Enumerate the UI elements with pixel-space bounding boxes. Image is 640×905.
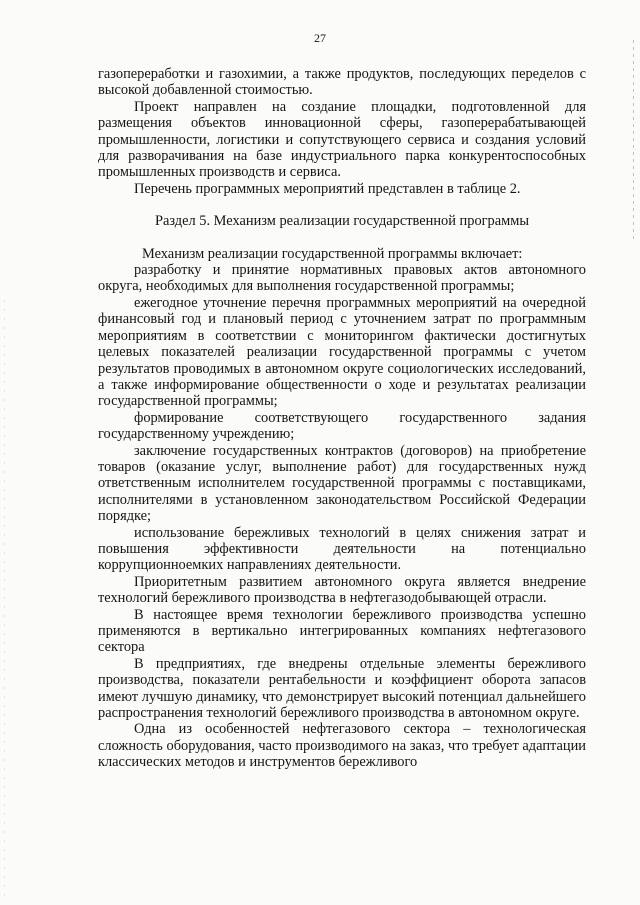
spacer: [98, 197, 586, 213]
paragraph: В предприятиях, где внедрены отдельные элементы бережливого производства, показатели рентабельности и коэффициент оборота запасов имеют лучшую динамику, что демонстрирует высокий потенциал дальнейшего распространения технологий бережливого производства в автономном округе.: [98, 655, 586, 722]
document-body: [98, 66, 586, 771]
paragraph: Одна из особенностей нефтегазового сектора – технологическая сложность оборудования, часто производимого на заказ, что требует адаптации классических методов и инструментов бережливого: [98, 721, 586, 771]
scan-binding-shadow: [4, 300, 5, 900]
paragraph: газопереработки и газохимии, а также продуктов, последующих переделов с высокой добавленной стоимостью.: [98, 66, 586, 99]
mechanism-item: заключение государственных контрактов (договоров) на приобретение товаров (оказание услуг, выполнение работ) для государственных нужд ответственным исполнителем государственной программы с поставщиками, исполнителями в установленном законодательством Российской Федерации порядке;: [98, 442, 586, 525]
paragraph: В настоящее время технологии бережливого производства успешно применяются в вертикально интегрированных компаниях нефтегазового сектора: [98, 606, 586, 656]
mechanism-item: формирование соответствующего государственного задания государственному учреждению;: [98, 409, 586, 443]
section-heading: Раздел 5. Механизм реализации государственной программы: [154, 213, 530, 230]
mechanism-intro: Механизм реализации государственной программы включает:: [142, 245, 523, 262]
mechanism-item: использование бережливых технологий в целях снижения затрат и повышения эффективности деятельности на потенциально коррупционноемких направлениях деятельности.: [98, 524, 586, 574]
page-number: 27: [314, 31, 326, 45]
mechanism-item: ежегодное уточнение перечня программных мероприятий на очередной финансовый год и плановый период с уточнением затрат по программным мероприятиям в соответствии с мониторингом фактически достигнутых целевых показателей реализации государственной программы с учетом результатов проводимых в автономном округе социологических исследований, а также информирование общественности о ходе и результатах реализации государственной программы;: [98, 294, 586, 410]
spacer: [98, 230, 586, 246]
paragraph: Проект направлен на создание площадки, подготовленной для размещения объектов инновационной сферы, газоперерабатывающей промышленности, логистики и сопутствующего сервиса и создания условий для разворачивания на базе индустриального парка конкурентоспособных промышленных производств и сервиса.: [98, 98, 586, 181]
paragraph: Перечень программных мероприятий представлен в таблице 2.: [134, 180, 521, 197]
mechanism-item: разработку и принятие нормативных правовых актов автономного округа, необходимых для выполнения государственной программы;: [98, 262, 586, 295]
paragraph: Приоритетным развитием автономного округа является внедрение технологий бережливого производства в нефтегазодобывающей отрасли.: [98, 573, 586, 607]
scan-edge-mark: [633, 40, 634, 240]
